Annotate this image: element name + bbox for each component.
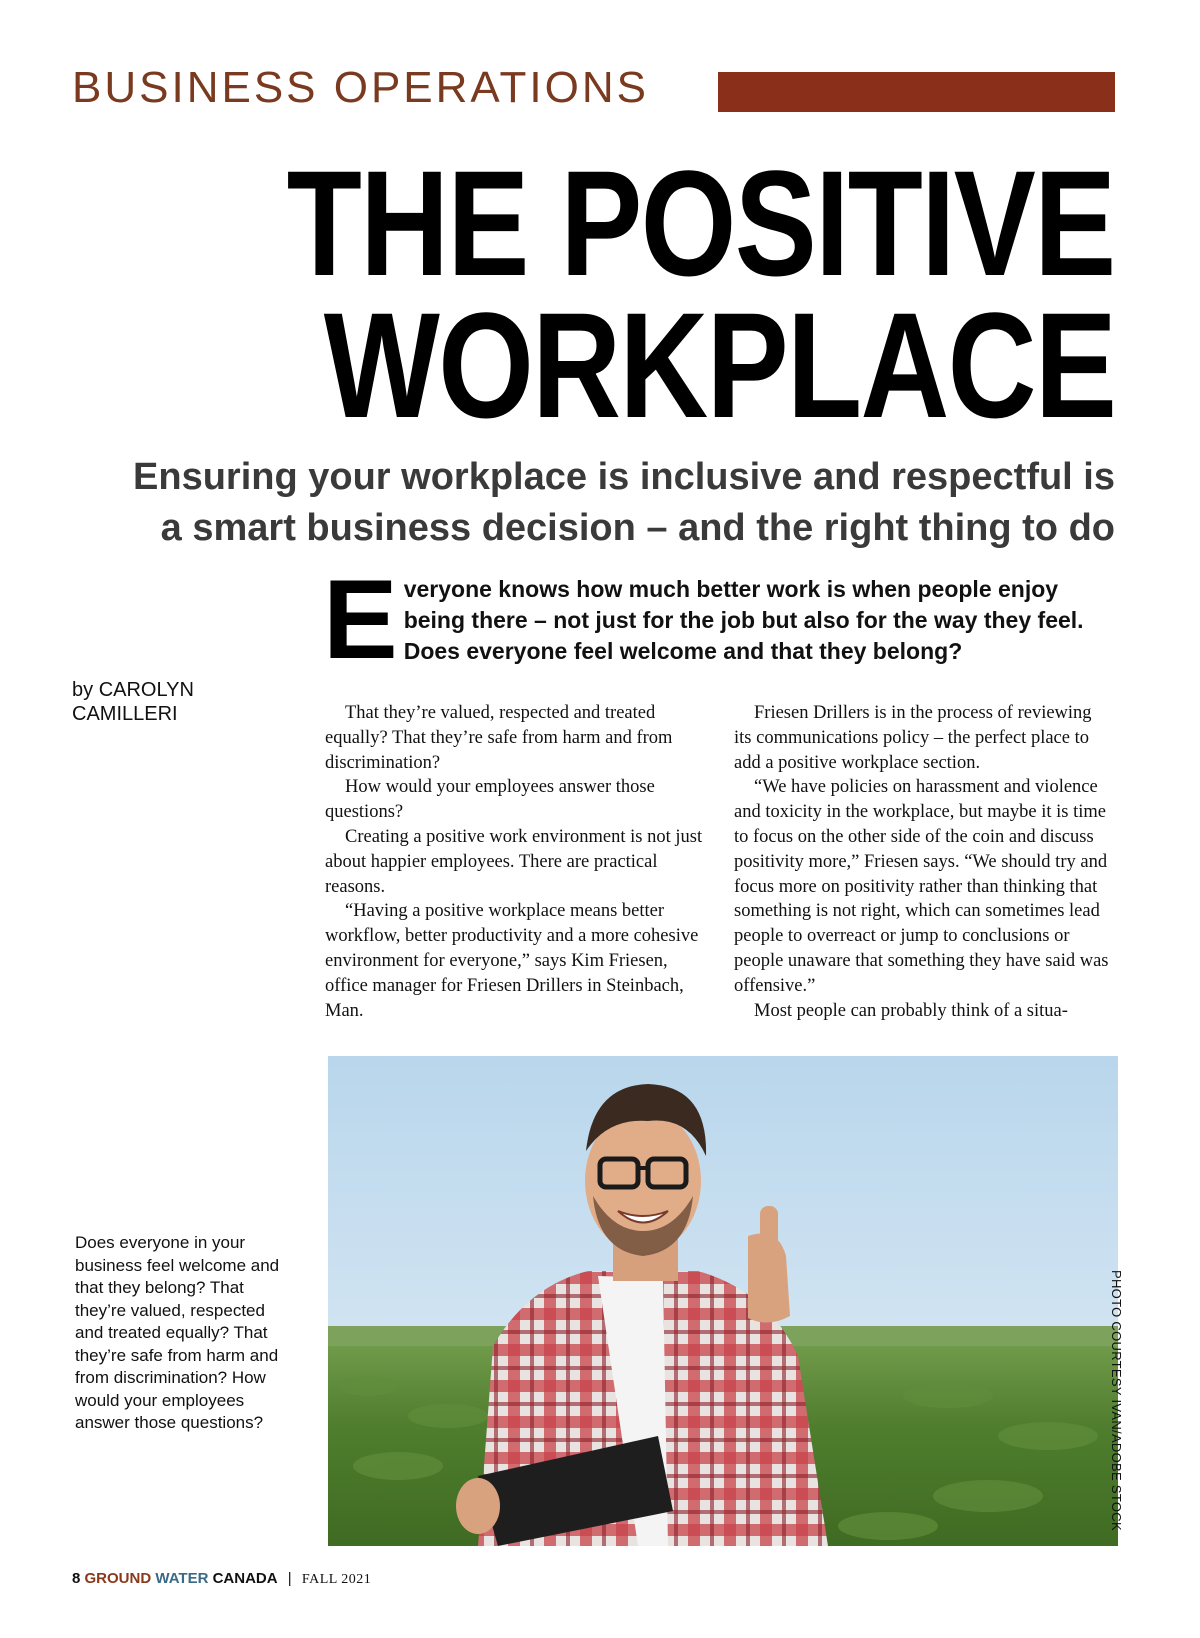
- photo-illustration: [328, 1056, 1118, 1546]
- magazine-name-part-2: WATER: [155, 1570, 209, 1587]
- body-paragraph: Creating a positive work environment is not just about happier employees. There are practical reasons.: [325, 826, 703, 897]
- drop-cap: E: [323, 557, 398, 682]
- headline-line-1: THE POSITIVE: [287, 139, 1115, 307]
- byline: [72, 678, 222, 726]
- article-photo: [328, 1056, 1118, 1546]
- body-paragraph: Friesen Drillers is in the process of reviewing its communications policy – the perfect place to add a positive workplace section.: [734, 703, 1092, 773]
- body-column-1: [325, 701, 703, 1023]
- issue-date: FALL 2021: [301, 1572, 372, 1587]
- byline-prefix: by: [72, 679, 94, 701]
- headline-line-2: WORKPLACE: [323, 281, 1115, 449]
- section-bar: [718, 72, 1115, 112]
- page-number: 8: [72, 1570, 81, 1587]
- lead-paragraph: [323, 557, 1115, 682]
- footer-separator: |: [287, 1570, 292, 1587]
- body-column-2: [734, 701, 1112, 1023]
- body-paragraph: Most people can probably think of a situa-: [754, 1000, 1068, 1021]
- body-paragraph: How would your employees answer those questions?: [325, 777, 655, 823]
- subhead-line-1: Ensuring your workplace is inclusive and respectful is: [133, 456, 1115, 498]
- page-footer: [72, 1570, 371, 1588]
- body-paragraph: “We have policies on harassment and violence and toxicity in the workplace, but maybe it is time to focus on the other side of the coin and discuss positivity more,” Friesen says. “We should try and focus more on positivity rather than thinking that something is not right, which can sometimes lead people to overreact or jump to conclusions or people unaware that something they have said was offensive.”: [734, 777, 1109, 996]
- lead-text: veryone knows how much better work is when people enjoy being there – not just for the job but also for the way they feel. Does everyone feel welcome and that they belong?: [403, 576, 1084, 664]
- magazine-name-part-3: CANADA: [212, 1570, 278, 1587]
- photo-caption: Does everyone in your business feel welcome and that they belong? That they’re valued, respected and treated equally? That they’re safe from harm and from discrimination? How would your employees answer those questions?: [75, 1233, 280, 1432]
- body-paragraph: That they’re valued, respected and treated equally? That they’re safe from harm and from discrimination?: [325, 703, 673, 773]
- byline-author: CAROLYN CAMILLERI: [72, 679, 194, 725]
- photo-credit: PHOTO COURTESY IVAN/ADOBE STOCK: [1109, 1270, 1124, 1531]
- magazine-name-part-1: GROUND: [84, 1570, 152, 1587]
- section-label: BUSINESS OPERATIONS: [72, 63, 649, 112]
- subhead-line-2: a smart business decision – and the right thing to do: [160, 507, 1115, 549]
- body-paragraph: “Having a positive workplace means better workflow, better productivity and a more cohesive environment for everyone,” says Kim Friesen, office manager for Friesen Drillers in Steinbach, Man.: [325, 901, 699, 1021]
